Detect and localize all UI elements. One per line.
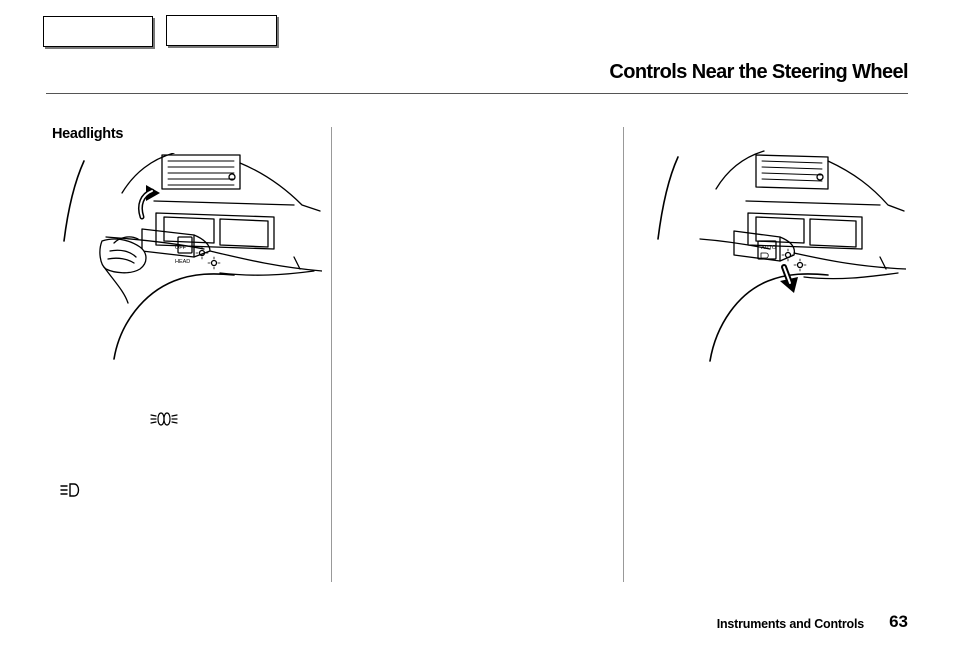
headlight-switch-pull-illustration: [640, 143, 906, 363]
footer-section-name: Instruments and Controls: [716, 617, 864, 631]
title-divider: [46, 93, 908, 94]
switch-label-head: HEAD: [175, 259, 191, 265]
section-heading: Headlights: [52, 126, 124, 142]
pull-down-arrow-icon: [780, 267, 798, 293]
headlight-switch-rotate-illustration: [44, 153, 322, 360]
switch-label-auto: AUTO: [761, 245, 777, 251]
nav-button-table-of-contents[interactable]: [166, 15, 277, 46]
page-number: 63: [889, 612, 908, 631]
nav-button-main-menu[interactable]: [43, 16, 153, 47]
column-divider-2: [623, 127, 624, 582]
column-divider-1: [331, 127, 332, 582]
low-beam-indicator-icon: [60, 481, 82, 499]
switch-label-off: OFF: [175, 245, 186, 251]
page-title: Controls Near the Steering Wheel: [609, 61, 908, 83]
high-beam-indicator-icon: [150, 410, 178, 428]
